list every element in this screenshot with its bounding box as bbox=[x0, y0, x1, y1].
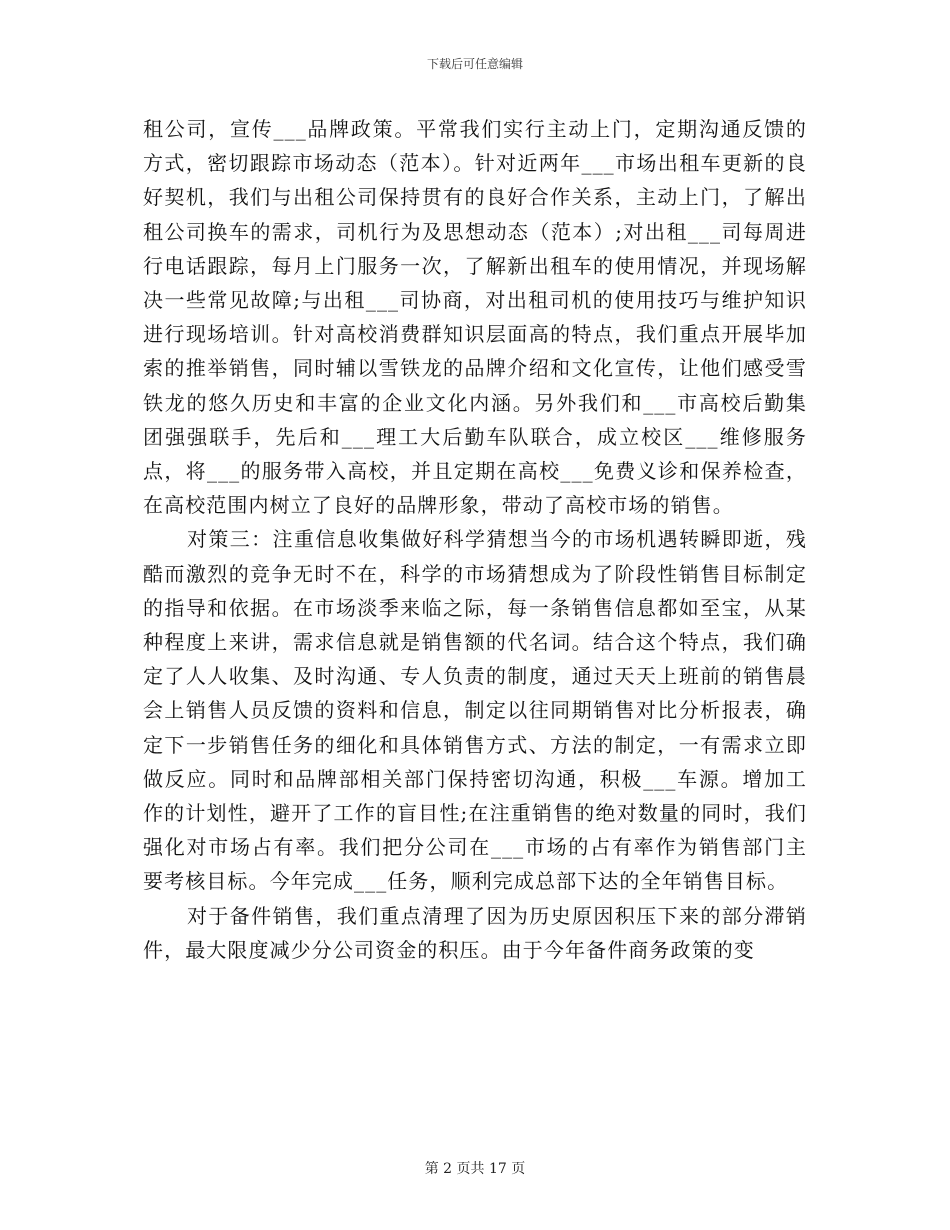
paragraph-1: 租公司，宣传___品牌政策。平常我们实行主动上门，定期沟通反馈的方式，密切跟踪市场动态（范本）。针对近两年___市场出租车更新的良好契机，我们与出租公司保持贯有的良好合作关系，主动上门，了解出租公司换车的需求，司机行为及思想动态（范本）;对出租___司每周进行电话跟踪，每月上门服务一次，了解新出租车的使用情况，并现场解决一些常见故障;与出租___司协商，对出租司机的使用技巧与维护知识进行现场培训。针对高校消费群知识层面高的特点，我们重点开展毕加索的推举销售，同时辅以雪铁龙的品牌介绍和文化宣传，让他们感受雪铁龙的悠久历史和丰富的企业文化内涵。另外我们和___市高校后勤集团强强联手，先后和___理工大后勤车队联合，成立校区___维修服务点，将___的服务带入高校，并且定期在高校___免费义诊和保养检查，在高校范围内树立了良好的品牌形象，带动了高校市场的销售。 bbox=[143, 117, 807, 518]
page-header: 下载后可任意编辑 bbox=[426, 57, 523, 71]
paragraph-2: 对策三：注重信息收集做好科学猜想当今的市场机遇转瞬即逝，残酷而激烈的竞争无时不在，科学的市场猜想成为了阶段性销售目标制定的指导和依据。在市场淡季来临之际，每一条销售信息都如至宝，从某种程度上来讲，需求信息就是销售额的代名词。结合这个特点，我们确定了人人收集、及时沟通、专人负责的制度，通过天天上班前的销售晨会上销售人员反馈的资料和信息，制定以往同期销售对比分析报表，确定下一步销售任务的细化和具体销售方式、方法的制定，一有需求立即做反应。同时和品牌部相关部门保持密切沟通，积极___车源。增加工作的计划性，避开了工作的盲目性;在注重销售的绝对数量的同时，我们强化对市场占有率。我们把分公司在___市场的占有率作为销售部门主要考核目标。今年完成___任务，顺利完成总部下达的全年销售目标。 bbox=[143, 527, 807, 894]
document-body bbox=[143, 112, 807, 967]
page-number: 第 2 页共 17 页 bbox=[424, 1161, 526, 1177]
paragraph-3: 对于备件销售，我们重点清理了因为历史原因积压下来的部分滞销件，最大限度减少分公司资金的积压。由于今年备件商务政策的变 bbox=[143, 903, 807, 962]
